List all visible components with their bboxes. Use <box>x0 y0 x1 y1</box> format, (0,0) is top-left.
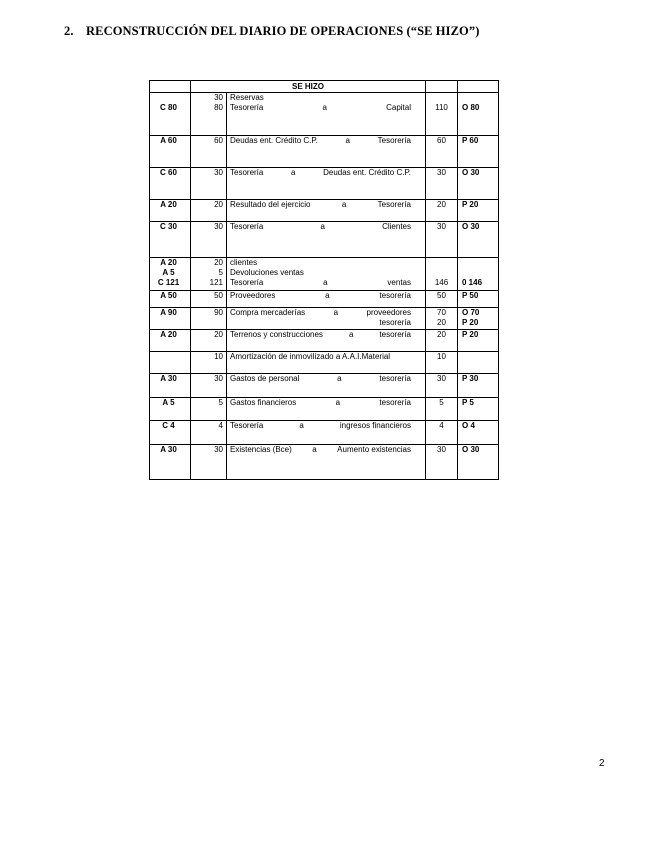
result-code: P 50 <box>462 291 479 300</box>
connector: a <box>335 398 341 407</box>
amount-cell <box>191 258 227 291</box>
account-code: A 20 <box>160 258 177 267</box>
result-code: P 60 <box>462 136 479 145</box>
result-code <box>462 268 498 278</box>
credit-amount: 20 <box>437 330 446 339</box>
journal-table <box>149 80 499 480</box>
credit-amount-cell <box>426 136 458 168</box>
result-code-cell <box>458 200 499 222</box>
result-code-cell <box>458 330 499 352</box>
entry-line <box>230 374 425 384</box>
amount <box>191 113 223 123</box>
connector: a <box>333 308 339 317</box>
journal-entry-row <box>150 308 499 330</box>
connector: a <box>348 330 354 339</box>
result-code: O 80 <box>462 103 480 112</box>
journal-entry-row <box>150 352 499 374</box>
description-cell <box>227 136 426 168</box>
description-cell <box>227 445 426 480</box>
credit-amount: 20 <box>437 318 446 327</box>
account-code: A 60 <box>160 136 177 145</box>
debit-account: Tesorería <box>230 168 264 177</box>
debit-account: Amortización de inmovilizado a A.A.I.Material <box>230 352 391 361</box>
account-code <box>150 93 187 103</box>
entry-line <box>230 291 425 301</box>
journal-entry-row <box>150 200 499 222</box>
result-code <box>462 258 498 268</box>
entry-line <box>230 268 425 278</box>
debit-account: Terrenos y construcciones <box>230 330 323 339</box>
amount-cell <box>191 93 227 136</box>
connector: a <box>322 103 327 112</box>
account-code <box>150 113 187 123</box>
entry-line <box>230 421 425 431</box>
page-number: 2 <box>599 758 605 769</box>
description-cell <box>227 258 426 291</box>
credit-amount-cell <box>426 330 458 352</box>
connector <box>390 352 411 362</box>
credit-account: Clientes <box>382 222 411 231</box>
amount: 30 <box>214 168 223 177</box>
journal-entry-row <box>150 445 499 480</box>
amount: 30 <box>214 222 223 231</box>
amount: 121 <box>209 278 223 287</box>
credit-amount: 20 <box>437 200 446 209</box>
description-cell <box>227 308 426 330</box>
result-code <box>462 93 498 103</box>
credit-amount <box>426 268 457 278</box>
amount-cell <box>191 200 227 222</box>
debit-account: clientes <box>230 258 258 267</box>
connector <box>304 268 411 278</box>
amount-cell <box>191 445 227 480</box>
credit-account: tesorería <box>379 398 411 407</box>
journal-entry-row <box>150 222 499 258</box>
amount-cell <box>191 374 227 398</box>
journal-entry-row <box>150 291 499 308</box>
credit-amount <box>426 93 457 103</box>
credit-account: Tesorería <box>377 200 411 209</box>
result-code-cell <box>458 374 499 398</box>
credit-amount: 4 <box>439 421 444 430</box>
table-header: SE HIZO <box>191 81 426 93</box>
credit-amount-cell <box>426 222 458 258</box>
journal-entry-row <box>150 421 499 445</box>
credit-amount-cell <box>426 200 458 222</box>
credit-account: Capital <box>386 103 411 112</box>
account-code-cell <box>150 258 191 291</box>
account-code-cell <box>150 222 191 258</box>
amount: 20 <box>214 200 223 209</box>
account-code: A 30 <box>160 445 177 454</box>
entry-line <box>230 445 425 455</box>
account-code: A 5 <box>162 268 175 277</box>
debit-account: Gastos financieros <box>230 398 297 407</box>
connector: a <box>291 168 296 177</box>
journal-entry-row <box>150 398 499 421</box>
entry-line <box>230 93 425 103</box>
credit-amount-cell <box>426 421 458 445</box>
journal-entry-row <box>150 330 499 352</box>
credit-account <box>411 268 425 278</box>
description-cell <box>227 291 426 308</box>
credit-account: ventas <box>387 278 411 287</box>
result-code-cell <box>458 352 499 374</box>
account-code <box>150 318 187 328</box>
journal-entry-row <box>150 136 499 168</box>
section-heading <box>64 24 479 39</box>
credit-amount-cell <box>426 445 458 480</box>
connector: a <box>299 421 304 430</box>
account-code: C 80 <box>160 103 177 112</box>
result-code-cell <box>458 222 499 258</box>
account-code-cell <box>150 330 191 352</box>
credit-account: Deudas ent. Crédito C.P. <box>323 168 411 177</box>
entry-line <box>230 103 425 113</box>
debit-account: Compra mercaderías <box>230 308 306 317</box>
account-code-cell <box>150 93 191 136</box>
credit-amount: 146 <box>434 278 449 287</box>
result-code-cell <box>458 291 499 308</box>
amount: 50 <box>214 291 223 300</box>
result-code-cell <box>458 308 499 330</box>
credit-account: Aumento existencias <box>337 445 411 454</box>
credit-account: ingresos financieros <box>339 421 411 430</box>
connector: a <box>323 278 328 287</box>
description-cell <box>227 222 426 258</box>
credit-account <box>411 258 425 268</box>
account-code-cell <box>150 136 191 168</box>
result-code: 0 146 <box>462 278 483 287</box>
amount-cell <box>191 330 227 352</box>
credit-amount: 60 <box>437 136 446 145</box>
credit-amount: 30 <box>437 445 446 454</box>
result-code: P 20 <box>462 318 479 327</box>
amount-cell <box>191 168 227 200</box>
account-code-cell <box>150 398 191 421</box>
amount-cell <box>191 308 227 330</box>
description-cell <box>227 93 426 136</box>
account-code: C 4 <box>162 421 175 430</box>
journal-entry-row <box>150 374 499 398</box>
credit-amount: 30 <box>437 168 446 177</box>
result-code: O 30 <box>462 222 480 231</box>
debit-account: Tesorería <box>230 278 264 287</box>
amount <box>191 318 223 328</box>
amount-cell <box>191 352 227 374</box>
entry-line <box>230 330 425 340</box>
journal-entry-row <box>150 258 499 291</box>
debit-account: Resultado del ejercicio <box>230 200 311 209</box>
debit-account: Deudas ent. Crédito C.P. <box>230 136 318 145</box>
account-code-cell <box>150 421 191 445</box>
amount: 20 <box>214 330 223 339</box>
credit-amount-cell <box>426 258 458 291</box>
credit-amount <box>426 258 457 268</box>
account-code: C 30 <box>160 222 177 231</box>
description-cell <box>227 330 426 352</box>
credit-amount: 70 <box>437 308 446 317</box>
connector: a <box>337 374 342 383</box>
description-cell <box>227 421 426 445</box>
credit-account <box>411 352 425 362</box>
account-code-cell <box>150 352 191 374</box>
result-code: P 30 <box>462 374 479 383</box>
result-code: P 20 <box>462 330 479 339</box>
description-cell <box>227 398 426 421</box>
account-code-cell <box>150 308 191 330</box>
debit-account: Devoluciones ventas <box>230 268 304 277</box>
credit-amount-cell <box>426 308 458 330</box>
entry-line <box>230 258 425 268</box>
amount: 5 <box>218 398 223 407</box>
description-cell <box>227 374 426 398</box>
amount-cell <box>191 291 227 308</box>
section-number: 2. <box>64 24 74 38</box>
account-code-cell <box>150 291 191 308</box>
account-code: C 60 <box>160 168 177 177</box>
credit-amount: 5 <box>439 398 444 407</box>
journal-entry-row <box>150 93 499 136</box>
result-code-cell <box>458 136 499 168</box>
credit-account: tesorería <box>379 318 411 327</box>
account-code-cell <box>150 374 191 398</box>
account-code: A 5 <box>162 398 175 407</box>
amount: 90 <box>214 308 223 317</box>
entry-line <box>230 398 425 408</box>
debit-account: Tesorería <box>230 421 264 430</box>
credit-amount-cell <box>426 168 458 200</box>
debit-account: Tesorería <box>230 103 264 112</box>
credit-amount: 10 <box>437 352 446 361</box>
amount: 5 <box>218 268 223 277</box>
result-code-cell <box>458 93 499 136</box>
connector: a <box>320 222 325 231</box>
credit-amount-cell <box>426 291 458 308</box>
amount-cell <box>191 398 227 421</box>
account-code <box>150 352 187 362</box>
credit-account: tesorería <box>379 291 411 300</box>
amount: 4 <box>218 421 223 430</box>
result-code: O 30 <box>462 445 480 454</box>
amount-cell <box>191 222 227 258</box>
account-code-cell <box>150 168 191 200</box>
entry-line <box>230 168 425 178</box>
result-code: O 30 <box>462 168 480 177</box>
result-code-cell <box>458 398 499 421</box>
credit-account: Tesorería <box>377 136 411 145</box>
entry-line <box>230 222 425 232</box>
debit-account: Gastos de personal <box>230 374 300 383</box>
credit-amount-cell <box>426 93 458 136</box>
amount: 80 <box>214 103 223 112</box>
credit-amount-cell <box>426 398 458 421</box>
connector <box>264 93 411 103</box>
account-code: C 121 <box>157 278 180 287</box>
amount-cell <box>191 421 227 445</box>
account-code: A 20 <box>160 330 177 339</box>
credit-account: proveedores <box>366 308 411 317</box>
amount: 30 <box>214 374 223 383</box>
connector <box>257 258 411 268</box>
amount: 60 <box>214 136 223 145</box>
result-code: O 4 <box>462 421 475 430</box>
credit-amount: 30 <box>437 222 446 231</box>
account-code-cell <box>150 445 191 480</box>
account-code: A 90 <box>160 308 177 317</box>
credit-amount: 50 <box>437 291 446 300</box>
table-header-row <box>150 81 499 93</box>
debit-account: Reservas <box>230 93 264 102</box>
amount: 20 <box>214 258 223 267</box>
amount: 10 <box>214 352 223 361</box>
description-cell <box>227 352 426 374</box>
connector: a <box>345 136 350 145</box>
amount: 30 <box>214 445 223 454</box>
entry-line <box>230 352 425 362</box>
journal-entry-row <box>150 168 499 200</box>
entry-line <box>230 308 425 318</box>
credit-account: tesorería <box>379 330 411 339</box>
connector: a <box>312 445 317 454</box>
credit-amount-cell <box>426 374 458 398</box>
debit-account: Proveedores <box>230 291 276 300</box>
entry-line <box>230 136 425 146</box>
account-code: A 50 <box>160 291 177 300</box>
account-code: A 30 <box>160 374 177 383</box>
result-code-cell <box>458 168 499 200</box>
result-code-cell <box>458 421 499 445</box>
credit-amount: 30 <box>437 374 446 383</box>
connector: a <box>341 200 347 209</box>
connector: a <box>325 291 330 300</box>
debit-account: Existencias (Bce) <box>230 445 292 454</box>
amount: 30 <box>214 93 223 102</box>
result-code: P 20 <box>462 200 479 209</box>
credit-amount: 110 <box>435 103 448 112</box>
account-code: A 20 <box>160 200 177 209</box>
entry-line <box>230 278 425 288</box>
credit-account: tesorería <box>379 374 411 383</box>
entry-line <box>230 200 425 210</box>
entry-line <box>230 318 425 328</box>
result-code <box>462 352 498 362</box>
result-code-cell <box>458 445 499 480</box>
description-cell <box>227 168 426 200</box>
result-code: P 5 <box>462 398 474 407</box>
debit-account: Tesorería <box>230 222 264 231</box>
result-code-cell <box>458 258 499 291</box>
account-code-cell <box>150 200 191 222</box>
credit-amount-cell <box>426 352 458 374</box>
connector <box>230 318 379 328</box>
credit-account <box>411 93 425 103</box>
section-title: RECONSTRUCCIÓN DEL DIARIO DE OPERACIONES (“SE HIZO”) <box>86 24 480 38</box>
description-cell <box>227 200 426 222</box>
result-code: O 70 <box>462 308 480 317</box>
amount-cell <box>191 136 227 168</box>
